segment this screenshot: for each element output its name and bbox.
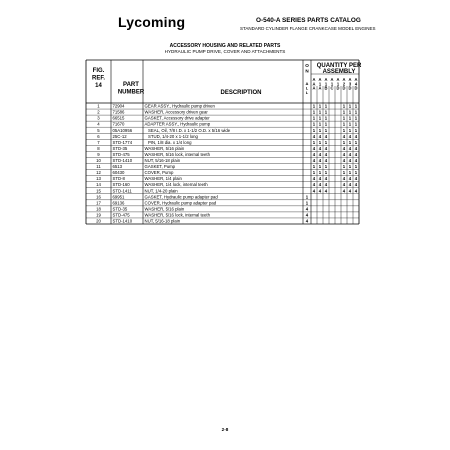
row-qty: 4 (354, 151, 358, 157)
row-qty: 1 (354, 127, 358, 133)
row-qty: 1 (318, 103, 322, 109)
row-qty: 1 (324, 109, 328, 115)
row-qty: 4 (318, 182, 322, 188)
col-header-fig: FIG. (92, 68, 105, 74)
assembly-code: 4 (354, 81, 358, 87)
row-qty: 1 (342, 121, 346, 127)
row-qty: 1 (312, 115, 316, 121)
row-qty: 4 (312, 182, 316, 188)
assembly-code: 1 (324, 81, 328, 87)
row-qty: 1 (318, 121, 322, 127)
assembly-code: A (342, 77, 346, 82)
col-header-on-all: A (305, 81, 309, 86)
assembly-code: A (312, 77, 316, 82)
row-qty: 1 (342, 109, 346, 115)
row-qty: 4 (318, 158, 322, 163)
row-qty: 4 (318, 188, 322, 194)
row-ref: 16 (96, 194, 101, 200)
row-ref: 8 (97, 145, 100, 151)
row-qty: 1 (324, 170, 328, 176)
row-ref: 3 (97, 115, 100, 121)
row-ref: 10 (96, 158, 101, 163)
row-part-number: 71670 (112, 121, 125, 127)
row-qty: 1 (354, 109, 358, 115)
assembly-code: A (348, 77, 352, 82)
row-qty: 4 (342, 158, 346, 163)
assembly-code: A (318, 77, 322, 82)
row-qty: 4 (348, 176, 352, 182)
col-header-on: N (305, 68, 309, 74)
row-qty: 4 (324, 151, 328, 157)
row-qty: 1 (324, 164, 328, 170)
assembly-code: A (354, 77, 358, 82)
row-part-number: STD-1774 (112, 139, 133, 145)
row-part-number: 66515 (112, 115, 125, 121)
row-ref: 12 (96, 170, 101, 176)
row-qty: 4 (312, 176, 316, 182)
row-qty: 4 (342, 182, 346, 188)
row-qty: 1 (318, 164, 322, 170)
row-description: ADAPTER ASSY., Hydraulic pump (144, 121, 211, 127)
row-qty: 4 (348, 158, 352, 163)
row-qty: 1 (354, 121, 358, 127)
row-part-number: 6513 (112, 164, 123, 170)
row-qty: 1 (348, 127, 352, 133)
row-description: NUT, 5/16-18 plain (144, 218, 181, 224)
assembly-code: D (342, 85, 346, 91)
row-qty: 4 (342, 133, 346, 139)
row-qty: 1 (312, 103, 316, 109)
row-qty: 1 (324, 121, 328, 127)
col-header-fig: REF. (91, 75, 106, 82)
row-qty: 4 (348, 145, 352, 151)
row-ref: 1 (97, 103, 100, 109)
row-description: WASHER, Accessory driven gear (144, 109, 208, 115)
assembly-code: A (312, 85, 316, 91)
row-ref: 2 (97, 109, 100, 115)
row-part-number: 25C-12 (112, 133, 127, 139)
qty-title: QUANTITY PER (316, 63, 362, 69)
row-qty: 1 (342, 127, 346, 133)
row-qty: 4 (312, 151, 316, 157)
row-qty: 1 (348, 164, 352, 170)
row-on-all: 1 (305, 194, 309, 200)
row-qty: 4 (312, 188, 316, 194)
col-header-part-number: PART (123, 82, 139, 88)
row-qty: 1 (312, 139, 316, 145)
row-on-all: 4 (305, 212, 309, 218)
row-qty: 4 (354, 188, 358, 194)
row-qty: 1 (324, 139, 328, 145)
col-header-part-number: NUMBER (117, 89, 145, 96)
row-part-number: 69136 (112, 200, 125, 206)
row-qty: 1 (324, 115, 328, 121)
row-qty: 1 (342, 164, 346, 170)
row-ref: 20 (96, 218, 101, 224)
row-qty: 4 (318, 176, 322, 182)
assembly-code: D (348, 85, 352, 91)
brand-logo-text: Lycoming (118, 14, 186, 30)
assembly-code: 3 (348, 81, 352, 87)
row-qty: 4 (318, 133, 322, 139)
row-description: GASKET, Pump (144, 164, 176, 170)
row-description: GEAR ASSY., Hydraulic pump driven (144, 103, 215, 109)
row-qty: 1 (348, 121, 352, 127)
assembly-code: A (330, 77, 334, 82)
row-description: GASKET, Hydraulic pump adapter pad (144, 194, 218, 200)
row-qty: 4 (354, 158, 358, 163)
row-qty: 4 (324, 145, 328, 151)
row-qty: 4 (348, 188, 352, 194)
row-part-number: 72904 (112, 103, 125, 109)
row-qty: 1 (342, 115, 346, 121)
row-part-number: STD-1410 (112, 218, 133, 224)
assembly-code: A (336, 77, 340, 82)
assembly-code: C (330, 85, 334, 91)
row-qty: 1 (342, 139, 346, 145)
row-ref: 14 (96, 182, 101, 188)
catalog-subtitle: STANDARD CYLINDER FLANGE CRANKCASE MODEL ENGINES (240, 26, 376, 31)
row-part-number: STD-1410 (112, 158, 133, 163)
row-qty: 4 (354, 145, 358, 151)
row-description: WASHER, 1/4 plain (144, 176, 182, 182)
row-qty: 4 (312, 145, 316, 151)
row-qty: 4 (354, 176, 358, 182)
assembly-code: 1 (336, 81, 340, 87)
assembly-code: D (336, 85, 340, 91)
row-qty: 1 (348, 170, 352, 176)
row-qty: 4 (312, 133, 316, 139)
col-header-on-all: L (305, 85, 309, 91)
row-qty: 4 (348, 133, 352, 139)
row-ref: 11 (96, 164, 101, 170)
row-ref: 5 (97, 127, 100, 133)
row-description: COVER, Pump (144, 170, 174, 176)
row-ref: 17 (96, 200, 101, 206)
row-on-all: 4 (305, 218, 309, 224)
row-qty: 1 (324, 103, 328, 109)
row-description: WASHER, 5/16 plain (144, 206, 185, 212)
assembly-code: 2 (342, 81, 346, 87)
assembly-code: B (324, 85, 328, 91)
row-qty: 4 (324, 188, 328, 194)
col-header-description: DESCRIPTION (220, 90, 262, 96)
row-part-number: 69951 (112, 194, 125, 200)
row-qty: 4 (324, 176, 328, 182)
row-qty: 4 (348, 182, 352, 188)
row-part-number: STD-8 (112, 176, 125, 182)
row-qty: 1 (318, 109, 322, 115)
row-ref: 9 (97, 151, 100, 157)
row-ref: 13 (96, 176, 101, 182)
row-qty: 1 (318, 127, 322, 133)
row-qty: 1 (312, 121, 316, 127)
row-qty: 1 (312, 109, 316, 115)
row-qty: 4 (318, 151, 322, 157)
catalog-title: O-540-A SERIES PARTS CATALOG (256, 17, 361, 24)
row-qty: 1 (348, 103, 352, 109)
row-qty: 4 (354, 182, 358, 188)
row-part-number: 05A10956 (112, 127, 133, 133)
row-qty: 4 (342, 145, 346, 151)
row-qty: 1 (342, 103, 346, 109)
row-ref: 7 (97, 139, 100, 145)
row-description: NUT, 1/4-20 plain (144, 188, 178, 194)
assembly-code: A (312, 81, 316, 87)
assembly-code: D (354, 85, 358, 91)
row-description: SEAL, Oil, 7/8 I.D. x 1-1/2 O.D. x 5/16 wide (148, 127, 231, 133)
row-part-number: STD-1411 (112, 188, 132, 194)
row-ref: 4 (97, 121, 100, 127)
row-description: WASHER, 1/4 lock, internal teeth (144, 182, 208, 188)
row-qty: 1 (312, 170, 316, 176)
row-part-number: STD-35 (112, 145, 128, 151)
assembly-code: 1 (318, 81, 322, 87)
row-qty: 1 (354, 103, 358, 109)
row-description: GASKET, Accessory drive adapter (144, 115, 210, 121)
row-part-number: 71586 (112, 109, 125, 115)
row-description: WASHER, 5/16 lock, internal teeth (144, 212, 211, 218)
row-qty: 1 (318, 139, 322, 145)
row-ref: 15 (96, 188, 101, 194)
row-qty: 4 (324, 182, 328, 188)
row-qty: 4 (318, 145, 322, 151)
row-description: STUD, 1/4-20 x 1-1/2 long (148, 133, 198, 139)
row-qty: 4 (324, 158, 328, 163)
row-ref: 6 (97, 133, 100, 139)
row-ref: 19 (96, 212, 101, 218)
col-header-on: O (305, 63, 309, 68)
row-qty: 1 (318, 115, 322, 121)
row-qty: 1 (348, 139, 352, 145)
row-on-all: 4 (305, 206, 309, 212)
row-qty: 4 (348, 151, 352, 157)
row-ref: 18 (96, 206, 101, 212)
row-qty: 1 (354, 170, 358, 176)
row-qty: 4 (342, 188, 346, 194)
row-part-number: STD-475 (112, 151, 130, 157)
row-qty: 4 (342, 151, 346, 157)
row-qty: 1 (348, 115, 352, 121)
section-subtitle: HYDRAULIC PUMP DRIVE, COVER AND ATTACHMENTS (164, 49, 286, 54)
row-qty: 1 (312, 127, 316, 133)
row-qty: 1 (348, 109, 352, 115)
row-qty: 4 (312, 158, 316, 163)
row-part-number: STD-160 (112, 182, 130, 188)
row-on-all: 1 (305, 200, 309, 206)
row-part-number: STD-35 (112, 206, 128, 212)
page-number: 2-8 (221, 427, 229, 432)
row-qty: 1 (354, 164, 358, 170)
row-part-number: STD-475 (112, 212, 130, 218)
row-qty: 4 (342, 176, 346, 182)
row-qty: 4 (324, 133, 328, 139)
row-description: PIN, 1/8 dia. x 1/4 long (148, 139, 192, 145)
section-title: ACCESSORY HOUSING AND RELATED PARTS (169, 43, 281, 49)
col-header-on-all: L (305, 90, 309, 95)
row-qty: 1 (324, 127, 328, 133)
row-qty: 1 (312, 164, 316, 170)
col-header-fig: 14 (95, 83, 102, 89)
assembly-code: A (318, 85, 322, 91)
row-qty: 1 (354, 139, 358, 145)
row-description: COVER, Hydraulic pump adapter pad (144, 200, 217, 206)
qty-subtitle: ASSEMBLY (322, 69, 356, 75)
assembly-code: 1 (330, 81, 334, 87)
row-qty: 1 (342, 170, 346, 176)
row-qty: 1 (318, 170, 322, 176)
row-description: WASHER, 5/16 lock, internal teeth (144, 151, 211, 157)
assembly-code: A (324, 77, 328, 82)
row-qty: 1 (354, 115, 358, 121)
row-part-number: 60430 (112, 170, 125, 176)
row-description: WASHER, 5/16 plain (144, 145, 185, 151)
row-description: NUT, 5/16-18 plain (144, 158, 181, 163)
row-qty: 4 (354, 133, 358, 139)
